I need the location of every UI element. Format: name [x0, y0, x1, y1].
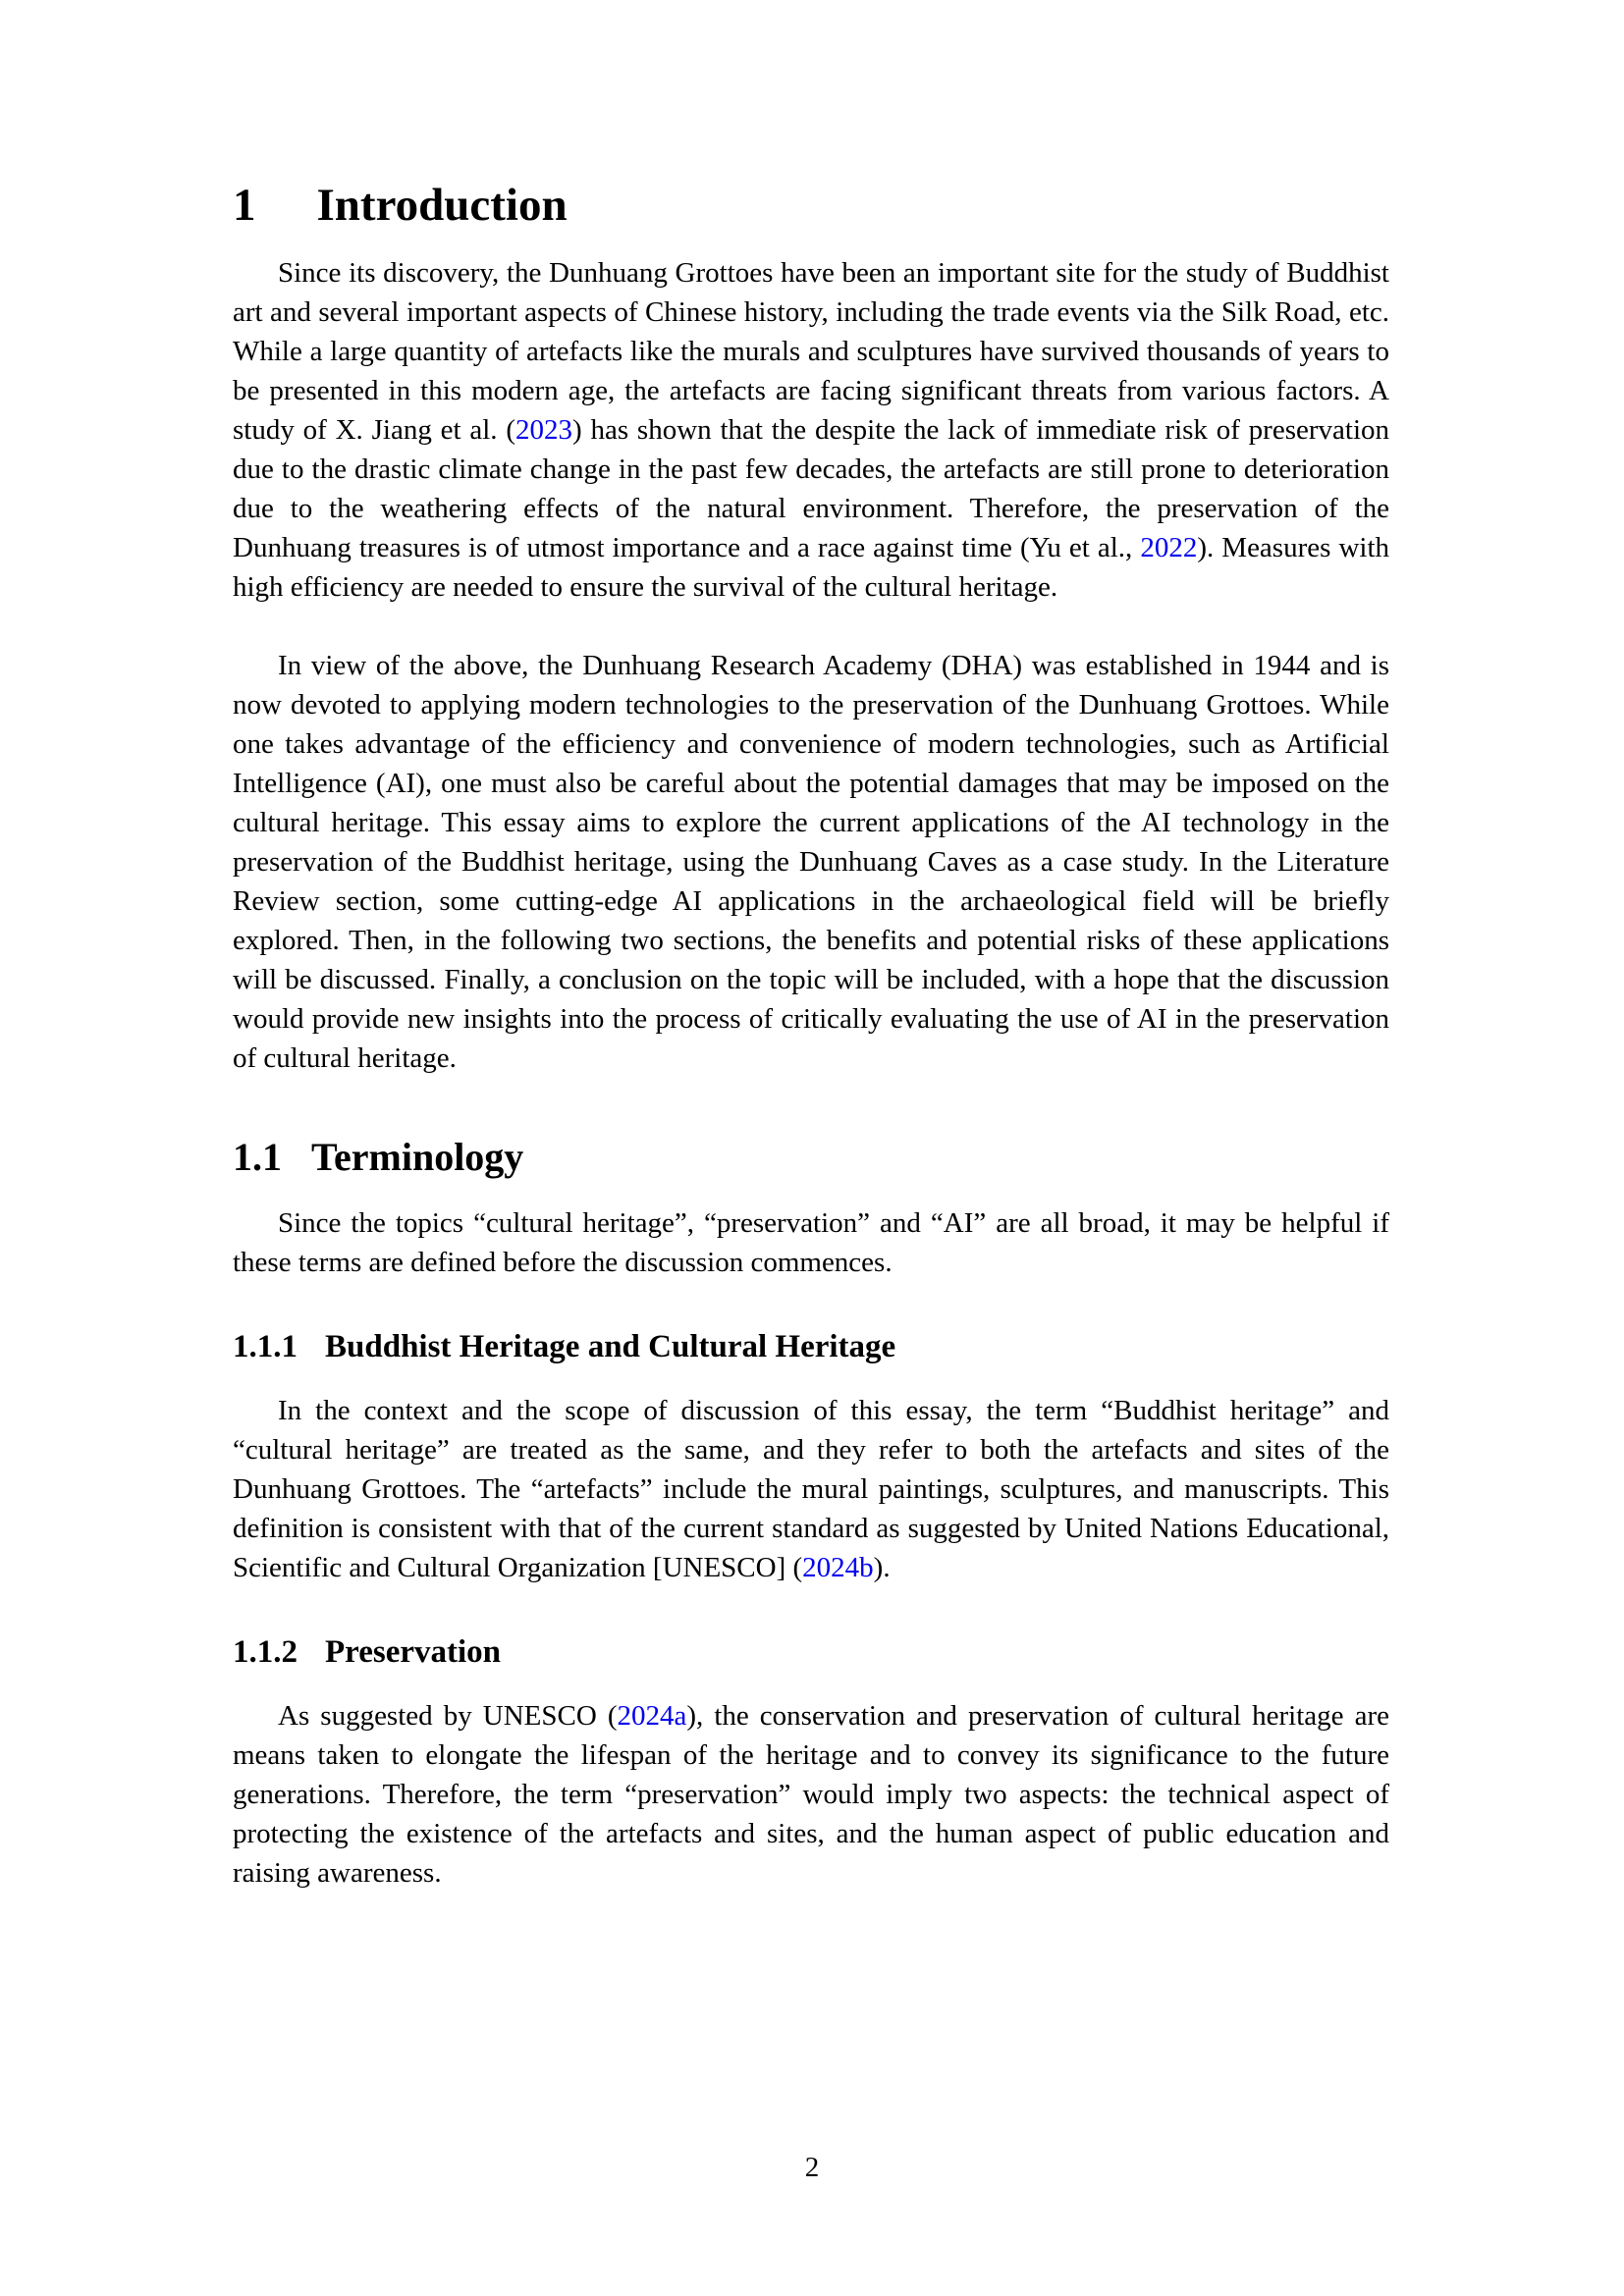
text-run: ).	[873, 1551, 891, 1583]
subsection-heading-terminology	[233, 1135, 1389, 1180]
paragraph-preservation-1	[233, 1696, 1389, 1893]
page-number: 2	[804, 2152, 820, 2183]
text-run: In view of the above, the Dunhuang Research Academy (DHA) was established in 1944 and is now devoted to applying modern technologies to the preservation of the Dunhuang Grottoes. While one takes advantage of the efficiency and convenience of modern technologies, such as Artificial Intelligence (AI), one must also be careful about the potential damages that may be imposed on the cultural heritage. This essay aims to explore the current applications of the AI technology in the preservation of the Buddhist heritage, using the Dunhuang Caves as a case study. In the Literature Review section, some cutting-edge AI applications in the archaeological field will be briefly explored. Then, in the following two sections, the benefits and potential risks of these applications will be discussed. Finally, a conclusion on the topic will be included, with a hope that the discussion would provide new insights into the process of critically evaluating the use of AI in the preservation of cultural heritage.	[233, 650, 1389, 1075]
section-title: Introduction	[316, 180, 568, 231]
citation-link[interactable]: 2024a	[617, 1699, 687, 1732]
text-run: As suggested by UNESCO (	[278, 1699, 618, 1732]
text-run: Since the topics “cultural heritage”, “preservation” and “AI” are all broad, it may be helpful if these terms are defined before the discussion commences.	[233, 1207, 1389, 1279]
paragraph-buddhist-heritage-1	[233, 1391, 1389, 1587]
citation-link[interactable]: 2022	[1140, 532, 1198, 564]
section-title: Preservation	[325, 1633, 502, 1670]
text-run: ). Measures with high efficiency are needed to ensure the survival of the cultural heritage.	[233, 532, 1390, 604]
text-run: In the context and the scope of discussion of this essay, the term “Buddhist heritage” and “cultural heritage” are treated as the same, and they refer to both the artefacts and sites of the Dunhuang Grottoes. The “artefacts” include the mural paintings, sculptures, and manuscripts. This definition is consistent with that of the current standard as suggested by United Nations Educational, Scientific and Cultural Organization [UNESCO] (	[233, 1394, 1389, 1583]
text-run: Since its discovery, the Dunhuang Grottoes have been an important site for the study of Buddhist art and several important aspects of Chinese history, including the trade events via the Silk Road, etc. While a large quantity of artefacts like the murals and sculptures have survived thousands of years to be presented in this modern age, the artefacts are facing significant threats from various factors. A study of X. Jiang et al. (	[233, 257, 1389, 447]
paragraph-introduction-1	[233, 253, 1389, 607]
citation-link[interactable]: 2023	[515, 414, 572, 447]
page-footer	[0, 2148, 1624, 2187]
subsubsection-heading-buddhist-heritage	[233, 1329, 1389, 1366]
section-heading-introduction	[233, 179, 1389, 232]
paragraph-introduction-2	[233, 646, 1389, 1078]
citation-link[interactable]: 2024b	[802, 1551, 874, 1583]
section-title: Terminology	[311, 1135, 524, 1180]
paragraph-terminology-1	[233, 1203, 1389, 1282]
section-number: 1	[233, 180, 256, 231]
section-title: Buddhist Heritage and Cultural Heritage	[325, 1329, 896, 1365]
text-run: ) has shown that the despite the lack of immediate risk of preservation due to the drastic climate change in the past few decades, the artefacts are still prone to deterioration due to the weathering effects of the natural environment. Therefore, the preservation of the Dunhuang treasures is of utmost importance and a race against time (Yu et al.,	[233, 414, 1390, 564]
text-run: ), the conservation and preservation of cultural heritage are means taken to elongate the lifespan of the heritage and to convey its significance to the future generations. Therefore, the term “preservation” would imply two aspects: the technical aspect of protecting the existence of the artefacts and sites, and the human aspect of public education and raising awareness.	[233, 1699, 1389, 1889]
section-number: 1.1.1	[233, 1329, 298, 1365]
section-number: 1.1.2	[233, 1633, 298, 1670]
section-number: 1.1	[233, 1135, 282, 1180]
subsubsection-heading-preservation	[233, 1634, 1389, 1672]
page-content	[233, 0, 1389, 1932]
